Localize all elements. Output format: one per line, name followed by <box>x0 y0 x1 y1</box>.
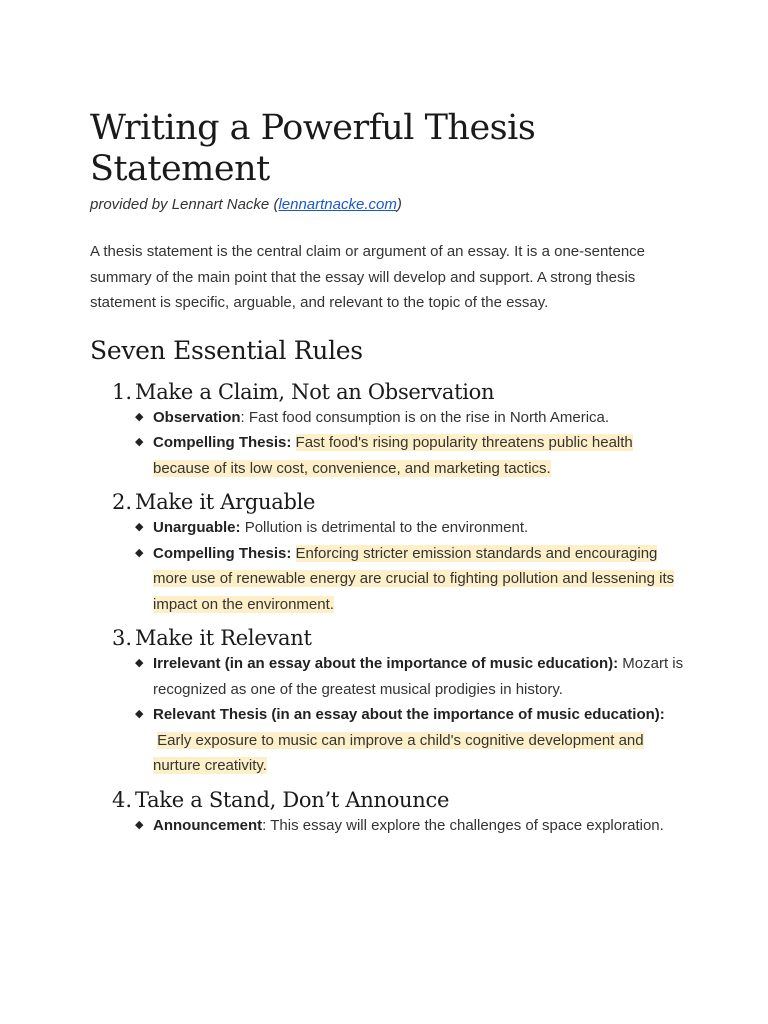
rule-item <box>90 787 690 839</box>
rules-list <box>90 379 690 839</box>
example-text: Fast food consumption is on the rise in North America. <box>248 408 610 426</box>
diamond-bullet-icon: ◆ <box>135 546 144 559</box>
example-item <box>135 813 690 839</box>
example-label: Announcement <box>153 816 263 834</box>
author-website-link[interactable]: lennartnacke.com <box>278 196 397 213</box>
rule-item <box>90 625 690 779</box>
example-label: Unarguable: <box>153 519 241 536</box>
example-separator: : <box>240 408 249 426</box>
example-item <box>135 702 690 779</box>
example-label: Irrelevant (in an essay about the importance of music education): <box>153 655 619 672</box>
byline <box>90 196 690 213</box>
example-item <box>135 515 690 541</box>
example-text: This essay will explore the challenges of space exploration. <box>270 816 664 834</box>
rule-title: Make it Relevant <box>135 626 312 650</box>
example-label: Compelling Thesis: <box>153 434 292 451</box>
diamond-bullet-icon: ◆ <box>135 521 144 533</box>
rule-number: 1. <box>112 379 133 404</box>
document-page <box>90 108 690 846</box>
example-label: Compelling Thesis: <box>153 544 292 562</box>
example-separator: : <box>262 816 271 834</box>
example-label: Observation <box>153 408 241 426</box>
rule-item <box>90 489 690 617</box>
diamond-bullet-icon: ◆ <box>135 818 144 831</box>
example-text: Pollution is detrimental to the environment. <box>244 519 529 536</box>
rule-examples-list <box>135 651 690 779</box>
rule-examples-list <box>135 813 690 839</box>
example-item <box>135 541 690 618</box>
example-separator <box>291 434 295 451</box>
example-label: Relevant Thesis (in an essay about the importance of music education): <box>153 706 665 723</box>
example-item <box>135 405 690 431</box>
intro-paragraph: A thesis statement is the central claim or argument of an essay. It is a one-sentence summary of the main point that the essay will develop and support. A strong thesis statement is specific, arguable, and relevant to the topic of the essay. <box>90 243 645 311</box>
example-separator <box>291 545 295 562</box>
diamond-bullet-icon: ◆ <box>135 410 144 423</box>
rule-title: Make a Claim, Not an Observation <box>135 379 495 404</box>
example-text: Mozart is recognized as one of the greatest musical prodigies in history. <box>153 655 684 698</box>
diamond-bullet-icon: ◆ <box>135 708 144 720</box>
diamond-bullet-icon: ◆ <box>135 436 144 448</box>
highlighted-thesis-text: Fast food's rising popularity threatens public health because of its low cost, convenience, and marketing tactics. <box>153 434 633 477</box>
highlighted-thesis-text: Enforcing stricter emission standards and encouraging more use of renewable energy are crucial to fighting pollution and lessening its impact on the environment. <box>153 544 675 613</box>
byline-prefix: provided by Lennart Nacke ( <box>90 196 279 213</box>
example-item <box>135 651 690 702</box>
rule-title: Make it Arguable <box>135 490 316 514</box>
example-item <box>135 430 690 481</box>
highlighted-thesis-text: Early exposure to music can improve a child's cognitive development and nurture creativity. <box>153 731 644 774</box>
diamond-bullet-icon: ◆ <box>135 657 144 669</box>
section-heading: Seven Essential Rules <box>90 335 363 365</box>
rule-number: 2. <box>112 490 133 514</box>
page-title: Writing a Powerful Thesis Statement <box>90 108 536 189</box>
rule-examples-list <box>135 405 690 482</box>
byline-suffix: ) <box>396 196 402 213</box>
rule-number: 3. <box>112 626 133 650</box>
rule-item <box>90 379 690 482</box>
rule-title: Take a Stand, Don’t Announce <box>135 787 450 812</box>
rule-examples-list <box>135 515 690 617</box>
rule-number: 4. <box>112 787 133 812</box>
